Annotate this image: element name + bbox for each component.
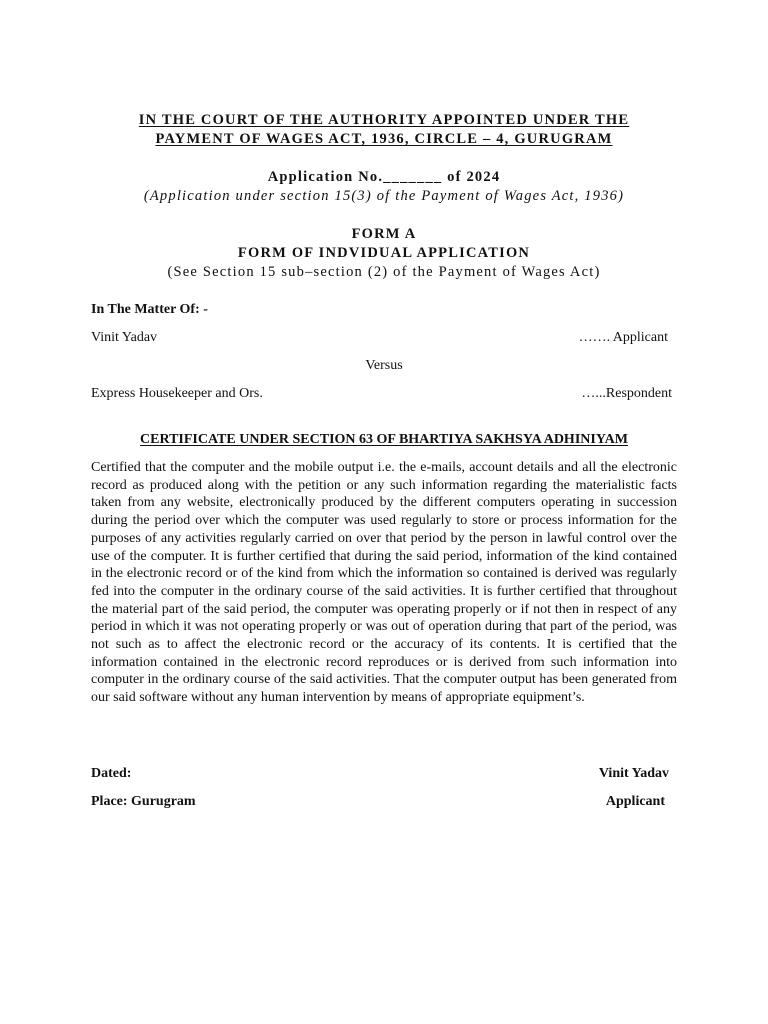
versus-label: Versus	[365, 358, 403, 373]
matter-heading: In The Matter Of: -	[91, 302, 208, 317]
dated-label: Dated:	[91, 766, 132, 781]
place-label: Place: Gurugram	[91, 794, 196, 809]
application-number: Application No._______ of 2024	[267, 169, 501, 185]
certificate-body: Certified that the computer and the mobile output i.e. the e-mails, account details and all the electronic record as produced along with the petition or any such information regarding the materialistic facts taken from any website, electronically produced by the different computers operating in succession during the period over which the computer was used regularly to store or process information for the purposes of any activities regularly carried on over that period by the person in lawful control over the use of the computer. It is further certified that during the said period, information of the kind contained in the electronic record or of the kind from which the information so contained is derived was regularly fed into the computer in the ordinary course of the said activities. It is further certified that throughout the material part of the said period, the computer was operating properly or if not then in respect of any period in which it was not operating properly or was out of operation during that part of the period, was not such as to affect the electronic record or the accuracy of its contents. It is certified that the information contained in the electronic record reproduces or is derived from such information into computer in the ordinary course of the said activities. That the computer output has been generated from our said software without any human intervention by means of appropriate equipment’s.	[91, 460, 677, 706]
applicant-name: Vinit Yadav	[91, 330, 158, 345]
form-title: FORM A	[351, 226, 417, 242]
signatory-name: Vinit Yadav	[598, 766, 669, 781]
form-subtitle: FORM OF INDVIDUAL APPLICATION	[237, 245, 531, 261]
court-title-line-1: IN THE COURT OF THE AUTHORITY APPOINTED UNDER THE	[138, 112, 630, 128]
court-title-line-2: PAYMENT OF WAGES ACT, 1936, CIRCLE – 4, GURUGRAM	[155, 131, 613, 147]
respondent-name: Express Housekeeper and Ors.	[91, 386, 263, 401]
application-under-section: (Application under section 15(3) of the Payment of Wages Act, 1936)	[143, 188, 625, 204]
respondent-role: …...Respondent	[581, 386, 672, 401]
signatory-role: Applicant	[605, 794, 665, 809]
certificate-heading: CERTIFICATE UNDER SECTION 63 OF BHARTIYA SAKHSYA ADHINIYAM	[140, 432, 628, 447]
form-see-section: (See Section 15 sub–section (2) of the Payment of Wages Act)	[167, 264, 601, 280]
applicant-role: ……. Applicant	[578, 330, 668, 345]
